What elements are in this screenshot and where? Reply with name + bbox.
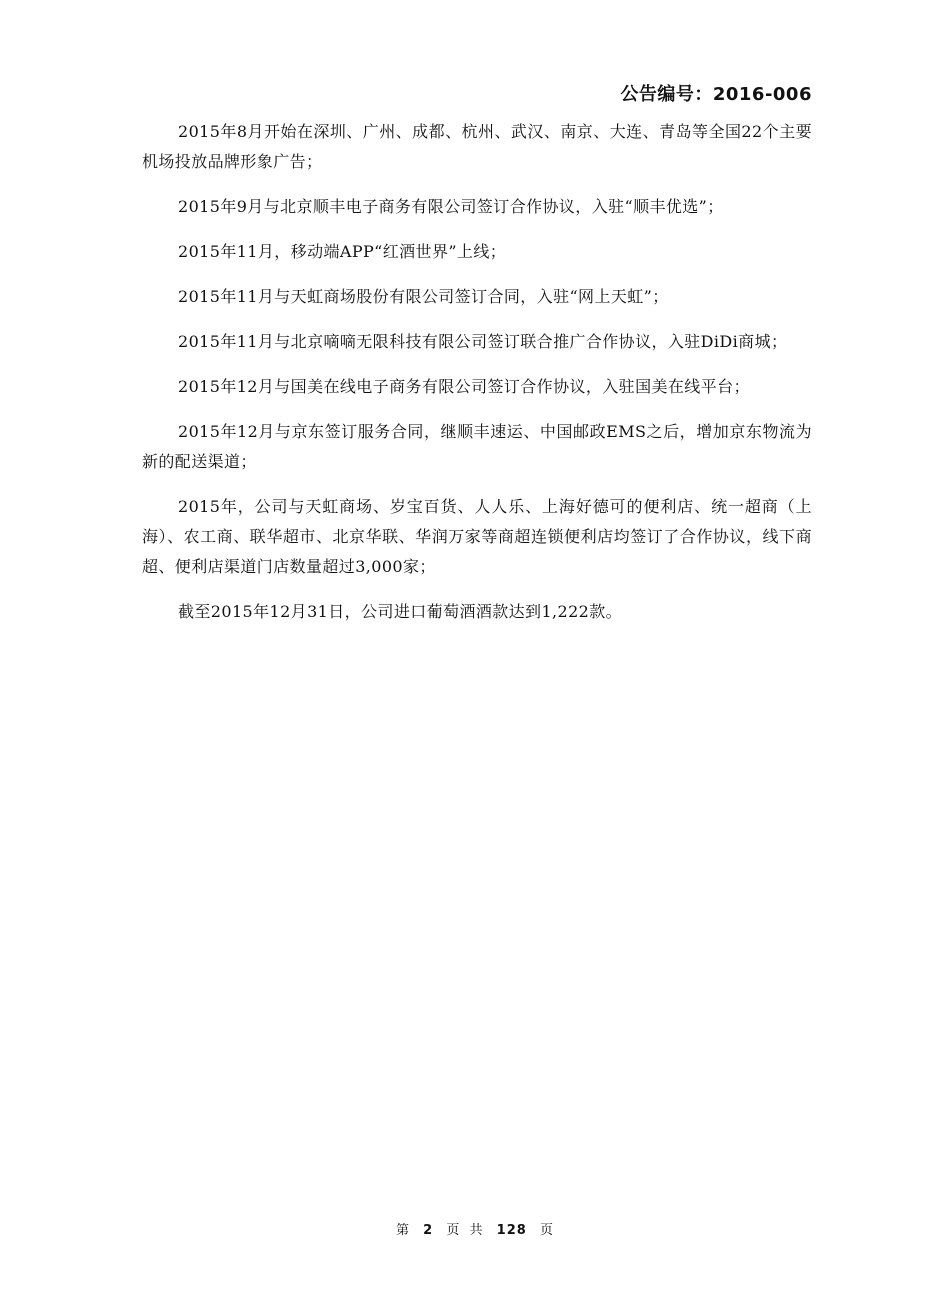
- paragraph-airport-ads: 2015年8月开始在深圳、广州、成都、杭州、武汉、南京、大连、青岛等全国22个主要机场投放品牌形象广告；: [142, 122, 812, 171]
- paragraph-tianhong-online: 2015年11月与天虹商场股份有限公司签订合同，入驻“网上天虹”；: [178, 287, 669, 306]
- paragraph-offline-stores: 2015年，公司与天虹商场、岁宝百货、人人乐、上海好德可的便利店、统一超商（上海）、农工商、联华超市、北京华联、华润万家等商超连锁便利店均签订了合作协议，线下商超、便利店渠道门店数量超过3,000家；: [142, 497, 812, 576]
- paragraph-didi-mall: 2015年11月与北京嘀嘀无限科技有限公司签订联合推广合作协议，入驻DiDi商城；: [178, 332, 788, 351]
- total-page-number: 128: [496, 1223, 527, 1238]
- footer-di: 第: [396, 1223, 411, 1238]
- paragraph-gome-online: 2015年12月与国美在线电子商务有限公司签订合作协议，入驻国美在线平台；: [178, 377, 750, 396]
- current-page-number: 2: [423, 1223, 434, 1238]
- paragraph-app-launch: 2015年11月，移动端APP“红酒世界”上线；: [178, 242, 507, 261]
- body-text: [142, 117, 812, 642]
- footer-ye-1: 页: [446, 1223, 461, 1238]
- announcement-number: 公告编号：2016-006: [620, 84, 812, 105]
- footer-ye-2: 页: [539, 1223, 554, 1238]
- paragraph-sf-youxuan: 2015年9月与北京顺丰电子商务有限公司签订合作协议，入驻“顺丰优选”；: [178, 197, 724, 216]
- paragraph-wine-count: 截至2015年12月31日，公司进口葡萄酒酒款达到1,222款。: [178, 602, 623, 621]
- footer-gong: 共: [469, 1223, 484, 1238]
- paragraph-jd-logistics: 2015年12月与京东签订服务合同，继顺丰速运、中国邮政EMS之后，增加京东物流为新的配送渠道；: [142, 422, 812, 471]
- page-footer: [0, 1219, 950, 1238]
